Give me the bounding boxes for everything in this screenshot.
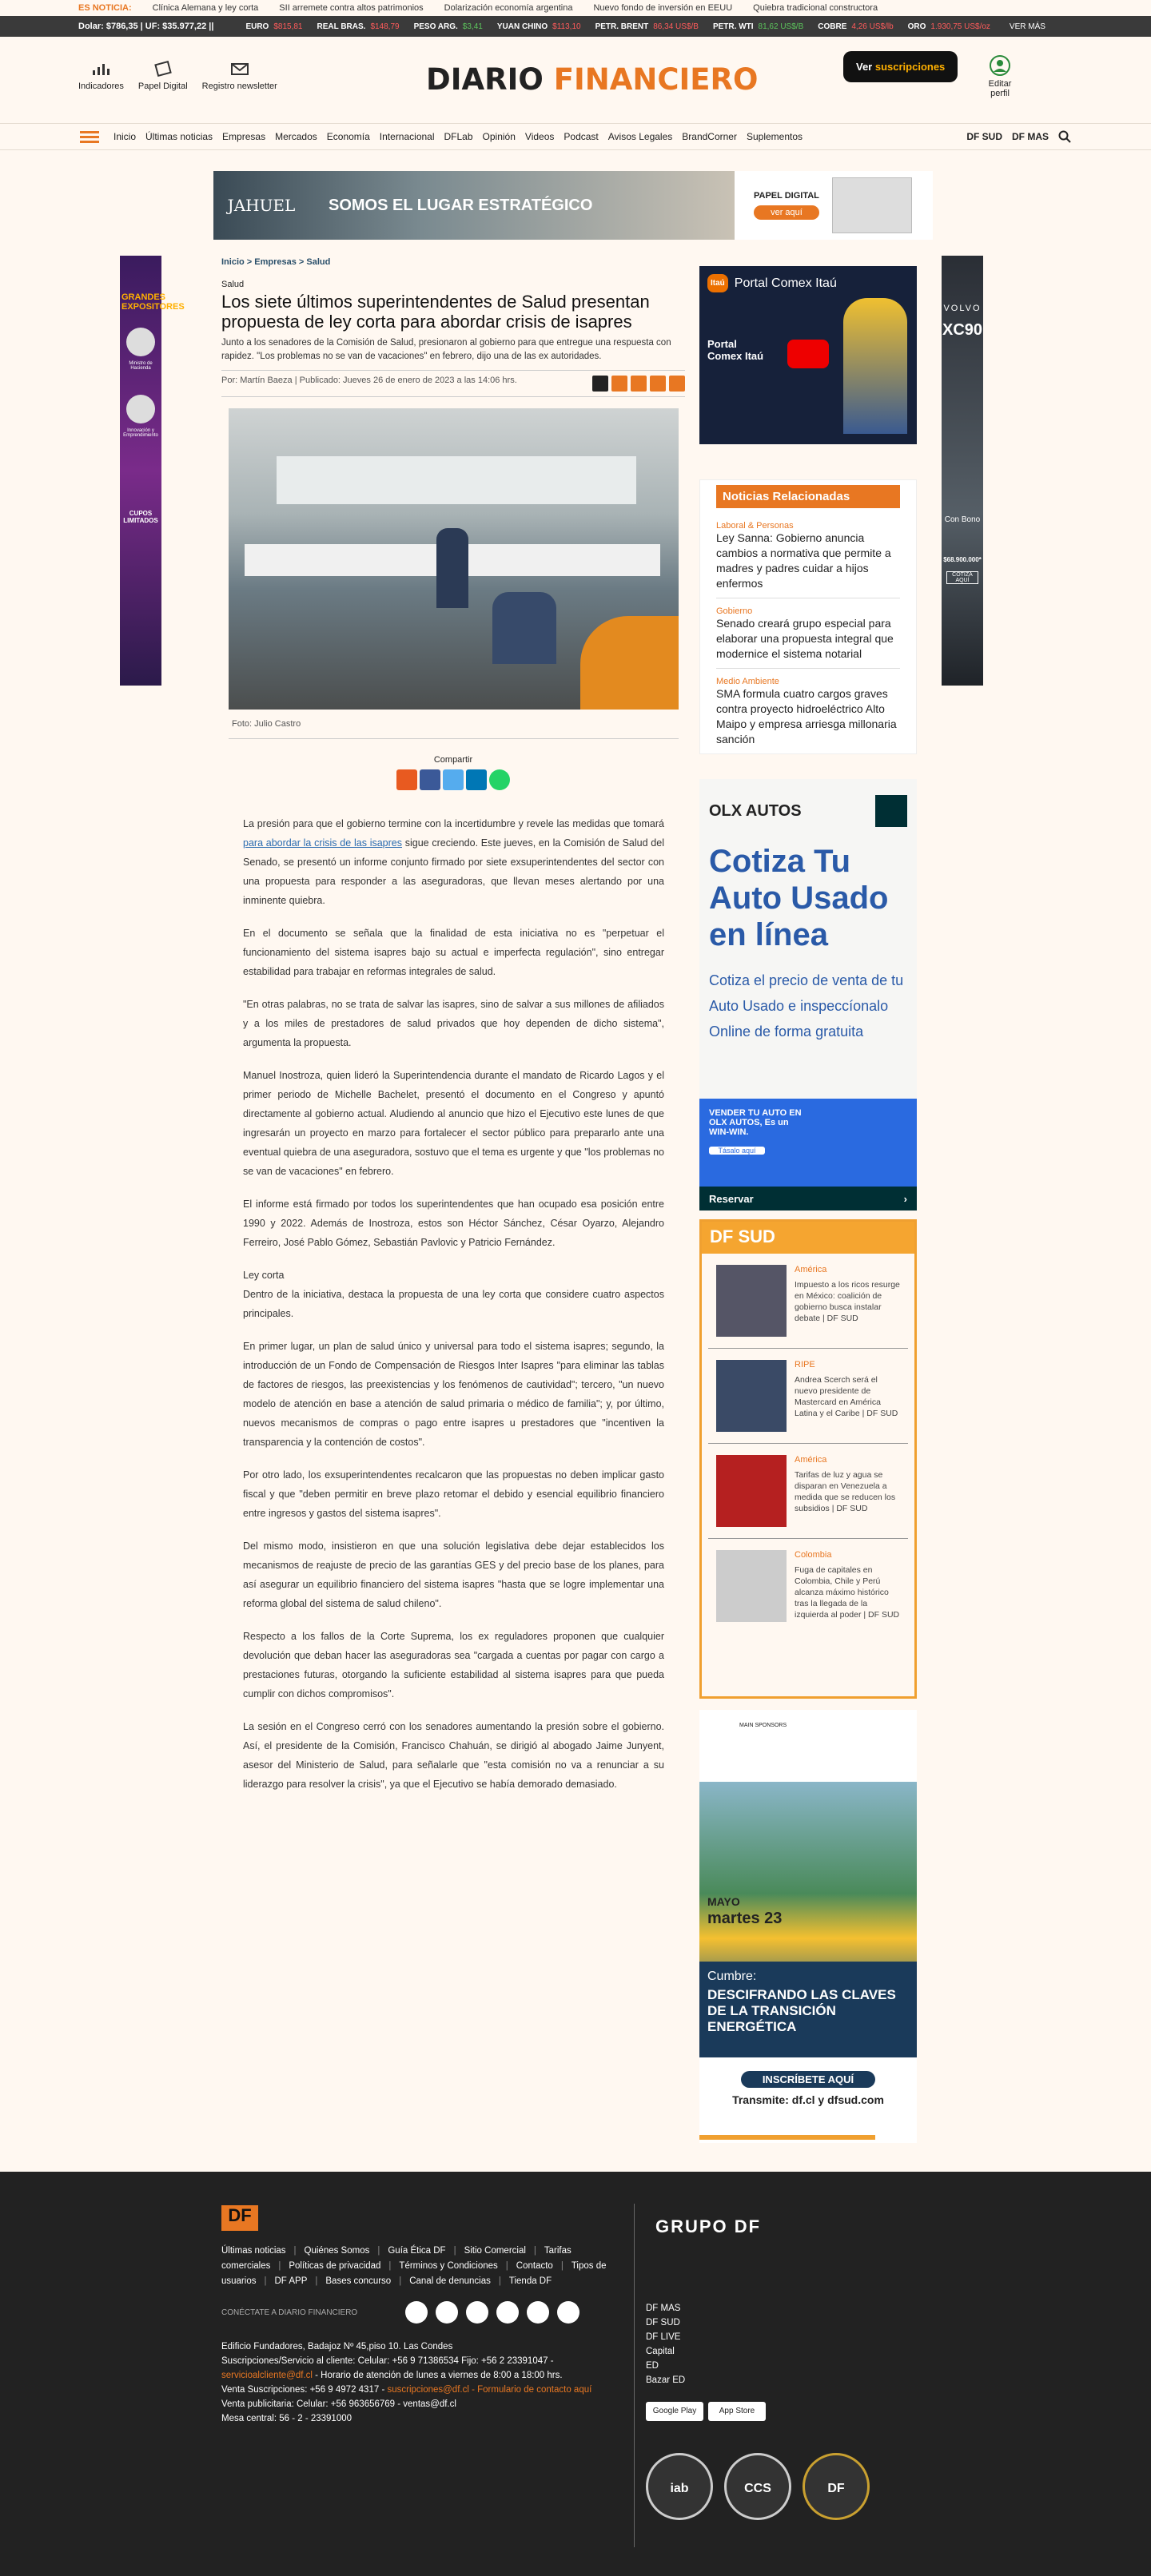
chevron-right-icon: › — [903, 1192, 907, 1205]
dfsud-item[interactable]: América Impuesto a los ricos resurge en México: coalición de gobierno busca instalar debate | DF SUD — [708, 1254, 908, 1349]
footer-link[interactable]: Quiénes Somos — [304, 2246, 370, 2256]
dfsud-item-image — [716, 1550, 787, 1622]
rss-icon[interactable] — [557, 2301, 579, 2324]
left-skyscraper-ad[interactable] — [120, 256, 185, 686]
logo-text-a: DIARIO — [426, 62, 554, 97]
footer-contact — [221, 2339, 637, 2426]
article-paragraph: El informe está firmado por todos los superintendentes que han ocupado esa posición entre 1990 y 2022. Además de Inostroza, estos son Héctor Sánchez, César Oyarzo, Alejandro Ferreiro, José Pablo Gómez, Sebastián Pavlovic y Patricio Fernández. — [243, 1199, 664, 1248]
facebook-icon[interactable] — [466, 2301, 488, 2324]
digital-paper-thumbnail — [832, 177, 912, 233]
search-icon[interactable] — [1058, 130, 1071, 143]
dfsud-item-image — [716, 1360, 787, 1432]
email-share-icon[interactable] — [396, 769, 417, 790]
ad-left-speaker-photo — [126, 395, 155, 423]
footer-service-phone: Suscripciones/Servicio al cliente: Celular: +56 9 71386534 Fijo: +56 2 23391047 - — [221, 2356, 554, 2366]
indicators-tool[interactable] — [78, 61, 124, 91]
dfsud-item-image — [716, 1265, 787, 1337]
nav-item[interactable]: Suplementos — [746, 131, 803, 142]
article-section: Salud — [221, 280, 245, 289]
print-icon[interactable] — [650, 376, 666, 392]
footer-brand-link[interactable]: DF SUD — [646, 2318, 680, 2328]
ticker-item: PETR. BRENT 86,34 US$/B — [595, 22, 699, 31]
main-nav — [0, 123, 1151, 150]
related-news-item[interactable]: Medio Ambiente SMA formula cuatro cargos graves contra proyecto hidroeléctrico Alto Maipo y empresa arriesga millonaria sanción — [716, 677, 897, 745]
article-paragraph: La sesión en el Congreso cerró con los senadores aumentando la presión sobre el gobierno. Así, el presidente de la Comisión, Francisco Chahuán, se dirigió al abogado Jaime Junyent, asesor del Ministerio de Salud, para señalarle que "esta comisión no va a renunciar a su liderazgo para resolver la crisis", ya que el Ejecutivo se había demorado demasiado. — [243, 1721, 664, 1790]
dfsud-title: DF SUD — [702, 1222, 914, 1254]
article-paragraph: La presión para que el gobierno termine con la incertidumbre y revele las medidas que tomará para abordar la crisis de las isapres sigue creciendo. Este jueves, en la Comisión de Salud del Senado, se presentó un informe conjunto firmado por siete exsuperintendentes del sector con una propuesta para responder a las aseguradoras, que llevan meses alertando por una inminente quiebra. — [243, 818, 664, 906]
play-icon[interactable] — [787, 340, 829, 368]
indicator-ticker — [0, 16, 1151, 37]
footer-link[interactable]: Sitio Comercial — [464, 2246, 526, 2256]
share-block — [221, 755, 685, 790]
top-news-link[interactable]: Clínica Alemana y ley corta — [152, 3, 259, 13]
breadcrumb — [221, 257, 685, 267]
article-paragraph: Respecto a los fallos de la Corte Suprema, los ex reguladores proponen que cualquier devolución que deban hacer las aseguradoras sea "cargada a cuentas por pagar con cargo a prestaciones futuras, otorgando la suficiente estabilidad al sistema isapres para que pueda cumplir con dichos compromisos". — [243, 1631, 664, 1699]
ticker-more-link[interactable]: VER MÁS — [1009, 22, 1045, 31]
nav-item[interactable]: Videos — [524, 131, 555, 142]
edit-profile-button[interactable] — [983, 54, 1017, 98]
related-news-item[interactable]: Laboral & Personas Ley Sanna: Gobierno anuncia cambios a normativa que permite a madres y padres cuidar a hijos enfermos — [716, 513, 900, 598]
dfsud-item[interactable]: Colombia Fuga de capitales en Colombia, Chile y Perú alcanza máximo histórico tras la llegada de la izquierda al poder | DF SUD — [708, 1539, 908, 1633]
footer-ads: Venta publicitaria: Celular: +56 963656769 - ventas@df.cl — [221, 2399, 456, 2409]
share-label: Compartir — [433, 755, 473, 765]
footer-logo[interactable]: DF — [221, 2205, 258, 2231]
olx-ad[interactable] — [699, 779, 917, 1210]
article-lead: Junto a los senadores de la Comisión de Salud, presionaron al gobierno para que entregue una respuesta con rapidez. "Los problemas no se van de vacaciones" en febrero, dijo una de las ex autoridades. — [221, 338, 671, 361]
cumbre-day: martes 23 — [707, 1910, 783, 1927]
cumbre-sponsors: MAIN SPONSORS — [739, 1723, 787, 1728]
iab-badge: iab — [646, 2453, 713, 2520]
footer-connect-label: CONÉCTATE A DIARIO FINANCIERO — [221, 2308, 358, 2317]
footer-brand-link[interactable]: DF LIVE — [646, 2332, 681, 2342]
nav-dfsud-link[interactable]: DF SUD — [966, 131, 1002, 142]
breadcrumb-item[interactable]: Inicio > — [221, 257, 253, 267]
footer-link[interactable]: Tarifas comerciales — [221, 2246, 572, 2271]
footer-central: Mesa central: 56 - 2 - 23391000 — [221, 2414, 352, 2423]
ad-right-model: XC90 — [942, 321, 983, 339]
app-store-badge[interactable]: App Store — [708, 2402, 766, 2421]
article-paragraph: "En otras palabras, no se trata de salvar las isapres, sino de salvar a sus millones de afiliados y a los miles de prestadores de salud privados que hoy dependen de dicho sistema", argumenta la propuesta. — [243, 999, 664, 1048]
nav-item[interactable]: BrandCorner — [682, 131, 737, 142]
footer-service-email[interactable]: servicioalcliente@df.cl — [221, 2371, 313, 2380]
cumbre-label: Cumbre: — [707, 1970, 757, 1983]
nav-item[interactable]: Últimas noticias — [145, 131, 213, 142]
footer-divider — [634, 2204, 635, 2547]
cumbre-register-button[interactable]: INSCRÍBETE AQUÍ — [741, 2071, 875, 2088]
top-news-label: ES NOTICIA: — [78, 3, 132, 13]
fullscreen-icon[interactable] — [669, 376, 685, 392]
footer-link[interactable]: Contacto — [516, 2261, 553, 2271]
header — [0, 37, 1151, 123]
footer-link[interactable]: Tienda DF — [508, 2276, 552, 2286]
facebook-share-icon[interactable] — [420, 769, 440, 790]
ticker-item: REAL BRAS. $148,79 — [317, 22, 400, 31]
share-icon[interactable] — [592, 376, 608, 392]
article-body — [243, 814, 664, 1794]
digital-paper-tool[interactable] — [138, 61, 188, 91]
top-news-link[interactable]: Nuevo fondo de inversión en EEUU — [593, 3, 733, 13]
ad-left-speaker-photo — [126, 328, 155, 356]
article — [221, 256, 685, 1807]
article-paragraph: Dentro de la iniciativa, destaca la propuesta de una ley corta que considere cuatro aspectos principales. — [243, 1289, 664, 1319]
subscriptions-button[interactable] — [843, 51, 958, 82]
article-photo — [229, 408, 679, 710]
linkedin-share-icon[interactable] — [466, 769, 487, 790]
mail-icon — [230, 61, 249, 77]
ticker-item: YUAN CHINO $113,10 — [496, 22, 581, 31]
footer-link[interactable]: Guía Ética DF — [388, 2246, 446, 2256]
footer-link[interactable]: Tipos de usuarios — [221, 2261, 607, 2286]
olx-cta-button[interactable]: Tásalo aquí — [709, 1147, 765, 1155]
font-increase-icon[interactable] — [611, 376, 627, 392]
top-news-bar — [0, 0, 1151, 16]
right-skyscraper-ad[interactable] — [942, 256, 983, 686]
article-byline: Por: Martín Baeza | Publicado: Jueves 26 de enero de 2023 a las 14:06 hrs. — [221, 376, 517, 385]
dolar-uf-value: Dolar: $786,35 | UF: $35.977,22 || — [78, 22, 214, 31]
footer-sales: Venta Suscripciones: +56 9 4972 4317 - suscripciones@df.cl - Formulario de contacto aquí — [221, 2385, 592, 2395]
nav-item[interactable]: Inicio — [114, 131, 137, 142]
video-player[interactable] — [699, 266, 917, 444]
ticker-item: ORO 1.930,75 US$/oz — [907, 22, 990, 31]
grupo-df-logo: GRUPO DF — [655, 2216, 762, 2236]
indicators-label: Indicadores — [78, 81, 124, 91]
linkedin-icon[interactable] — [436, 2301, 458, 2324]
breadcrumb-item[interactable]: Salud — [306, 257, 331, 267]
nav-item[interactable]: DFLab — [444, 131, 473, 142]
digital-paper-banner-button[interactable]: ver aquí — [754, 205, 819, 220]
ad-right-cta-button[interactable]: COTIZA AQUÍ — [946, 571, 978, 584]
subscribe-text-a: Ver — [856, 61, 875, 73]
whatsapp-share-icon[interactable] — [489, 769, 510, 790]
newspaper-icon — [153, 61, 173, 77]
site-logo[interactable] — [426, 62, 758, 97]
nav-item[interactable]: Avisos Legales — [607, 131, 673, 142]
ticker-item: PETR. WTI 81,62 US$/B — [712, 22, 804, 31]
top-ad-banner[interactable] — [213, 171, 933, 240]
article-paragraph: Manuel Inostroza, quien lideró la Superintendencia durante el mandato de Ricardo Lagos y el primer periodo de Michelle Bachelet, presentó el documento en el Congreso y apuntó directamente al gobierno actual. Aludiendo al anuncio que hizo el Ejecutivo este lunes de que ingresarán un proyecto en marzo para fortalecer el sector público para prepararlo ante una eventual quiebra de una aseguradora, sostuvo que el tema es urgente y que "los problemas no se van de vacaciones" en febrero. — [243, 1070, 664, 1177]
ad-left-title: GRANDES EXPOSITORES — [121, 292, 185, 312]
ad-left-cupos: CUPOS LIMITADOS — [123, 510, 158, 524]
ad-right-price: $68.900.000* — [943, 556, 982, 563]
dfsud-item[interactable]: RIPE Andrea Scerch será el nuevo presidente de Mastercard en América Latina y el Caribe | DF SUD — [708, 1349, 908, 1444]
video-subtitle: Portal Comex Itaú — [707, 338, 764, 362]
footer-link[interactable]: Bases concurso — [325, 2276, 392, 2286]
chart-icon — [91, 61, 110, 77]
footer-service-hours: servicioalcliente@df.cl - Horario de atención de lunes a viernes de 8:00 a 18:00 hrs. — [221, 2371, 563, 2380]
google-play-badge[interactable]: Google Play — [646, 2402, 703, 2421]
footer-links: Últimas noticias | Quiénes Somos | Guía Ética DF | Sitio Comercial | Tarifas comerciales | Políticas de privacidad | Términos y Condiciones | Contacto | Tipos de usuarios | DF APP | Bases concurso | Canal de denuncias | Tienda DF — [221, 2246, 607, 2286]
breadcrumb-item[interactable]: Empresas > — [254, 257, 305, 267]
related-news — [699, 479, 917, 754]
article-paragraph: En el documento se señala que la finalidad de esta iniciativa no es "perpetuar el funcionamiento del sistema isapres bajo su actual e imperfecta regulación", sino entregar estabilidad para trabajar en reformas integrales de salud. — [243, 928, 664, 977]
ad-right-bono: Con Bono — [944, 515, 981, 524]
nav-item[interactable]: Internacional — [379, 131, 435, 142]
ad-left-speaker-role: Innovación y Emprendimiento — [123, 428, 158, 438]
footer-brand-link[interactable]: ED — [646, 2361, 659, 2371]
footer-link[interactable]: Canal de denuncias — [409, 2276, 491, 2286]
video-worker-image — [843, 298, 907, 434]
top-news-link[interactable]: SII arremete contra altos patrimonios — [279, 3, 424, 13]
banner-text: SOMOS EL LUGAR ESTRATÉGICO — [329, 196, 593, 214]
photo-caption: Foto: Julio Castro — [229, 710, 679, 739]
footer-brands — [646, 2301, 685, 2387]
ad-left-speaker-role: Ministro de Hacienda — [129, 361, 153, 371]
ticker-item: EURO $815,81 — [245, 22, 303, 31]
nav-item[interactable]: Opinión — [482, 131, 516, 142]
df-badge: DF — [803, 2453, 870, 2520]
olx-promo: VENDER TU AUTO EN OLX AUTOS, Es un WIN-WIN. — [709, 1108, 802, 1137]
related-news-item[interactable]: Gobierno Senado creará grupo especial para elaborar una propuesta integral que modernice el sistema notarial — [716, 598, 900, 669]
footer — [0, 2172, 1151, 2576]
footer-address: Edificio Fundadores, Badajoz Nº 45,piso 10. Las Condes — [221, 2342, 453, 2351]
instagram-icon[interactable] — [496, 2301, 519, 2324]
video-title: Portal Comex Itaú — [734, 276, 837, 290]
newsletter-tool[interactable] — [202, 61, 277, 91]
youtube-icon[interactable] — [527, 2301, 549, 2324]
nav-item[interactable]: Podcast — [564, 131, 599, 142]
subscribe-text-b: suscripciones — [874, 61, 946, 73]
newsletter-label: Registro newsletter — [201, 81, 277, 91]
font-decrease-icon[interactable] — [631, 376, 647, 392]
article-meta — [221, 370, 685, 397]
footer-link[interactable]: DF APP — [274, 2276, 308, 2286]
footer-brand-link[interactable]: DF MAS — [646, 2304, 681, 2313]
digital-paper-banner-label: PAPEL DIGITAL — [754, 191, 819, 201]
top-news-link[interactable]: Quiebra tradicional constructora — [753, 3, 878, 13]
article-subheading: Ley corta — [243, 1270, 285, 1281]
cumbre-month: MAYO — [707, 1895, 740, 1908]
article-paragraph: Por otro lado, los exsuperintendentes recalcaron que las propuestas no deben implicar gasto fiscal y que "deben permitir en breve plazo retomar el debido y esencial equilibrio financiero entre ingresos y gastos del sistema isapres". — [243, 1469, 664, 1519]
dfsud-item[interactable]: América Tarifas de luz y agua se disparan en Venezuela a medida que se reducen los subsidios | DF SUD — [708, 1444, 908, 1539]
related-news-title: Noticias Relacionadas — [716, 485, 900, 508]
footer-brand-link[interactable]: Capital — [646, 2347, 675, 2356]
user-icon — [989, 54, 1011, 77]
top-news-link[interactable]: Dolarización economía argentina — [444, 3, 573, 13]
twitter-share-icon[interactable] — [443, 769, 464, 790]
article-title: Los siete últimos superintendentes de Salud presentan propuesta de ley corta para abordar crisis de isapres — [221, 292, 650, 332]
related-inline-link[interactable]: para abordar la crisis de las isapres — [243, 837, 402, 849]
logo-text-b: FINANCIERO — [553, 62, 759, 97]
nav-item[interactable]: Empresas — [222, 131, 266, 142]
ticker-item: COBRE 4,26 US$/lb — [818, 22, 894, 31]
edit-profile-label: Editar perfil — [988, 79, 1012, 98]
nav-dfmas-link[interactable]: DF MAS — [1012, 131, 1049, 142]
cumbre-transmit: Transmite: df.cl y dfsud.com — [732, 2093, 884, 2106]
twitter-icon[interactable] — [405, 2301, 428, 2324]
hamburger-menu-icon[interactable] — [80, 129, 99, 145]
olx-text: Cotiza el precio de venta de tu Auto Usado e inspeccíonalo Online de forma gratuita — [709, 972, 904, 1040]
footer-sales-email[interactable]: suscripciones@df.cl - Formulario de contacto aquí — [387, 2385, 592, 2395]
ticker-item: PESO ARG. $3,41 — [413, 22, 483, 31]
jahuel-logo: JAHUEL — [227, 196, 296, 215]
digital-paper-label: Papel Digital — [137, 81, 188, 91]
article-paragraph: En primer lugar, un plan de salud único y universal para todo el sistema isapres; segundo, la introducción de un Fondo de Compensación de Riesgos Inter Isapres "para eliminar las tablas de factores de riesgos, las preexistencias y los fenómenos de cautividad"; tercero, "un nuevo modelo de atención en base a atención de salud primaria o médico de familia"; y, por último, nuevos mecanismos de compras o pago entre isapres u prestadores que "incentiven la transparencia y la contención de costos". — [243, 1341, 664, 1448]
cumbre-title: DESCIFRANDO LAS CLAVES DE LA TRANSICIÓN ENERGÉTICA — [707, 1987, 896, 2034]
nav-item[interactable]: Economía — [326, 131, 370, 142]
article-paragraph: Del mismo modo, insistieron en que una solución legislativa debe dejar establecidos los mecanismos de reajuste de precio de las garantías GES y del precio base de los planes, para así asegurar un equilibrio financiero del sistema isapres "hasta que se logre implementar una reforma global del sistema de salud chileno". — [243, 1540, 664, 1609]
footer-link[interactable]: Términos y Condiciones — [399, 2261, 498, 2271]
ad-right-brand: VOLVO — [943, 304, 982, 313]
nav-item[interactable]: Mercados — [275, 131, 317, 142]
cumbre-ad[interactable] — [699, 1710, 917, 2143]
dfsud-item-image — [716, 1455, 787, 1527]
olx-logo-icon — [875, 795, 907, 827]
footer-link[interactable]: Últimas noticias — [221, 2246, 286, 2256]
itau-logo: Itaú — [707, 274, 728, 292]
olx-reservar[interactable]: Reservar — [709, 1192, 754, 1205]
olx-brand: OLX AUTOS — [709, 801, 802, 820]
olx-headline: Cotiza Tu Auto Usado en línea — [709, 844, 889, 952]
ccs-badge: CCS — [724, 2453, 791, 2520]
dfsud-widget — [699, 1219, 917, 1699]
footer-link[interactable]: Políticas de privacidad — [289, 2261, 381, 2271]
footer-brand-link[interactable]: Bazar ED — [646, 2375, 686, 2385]
